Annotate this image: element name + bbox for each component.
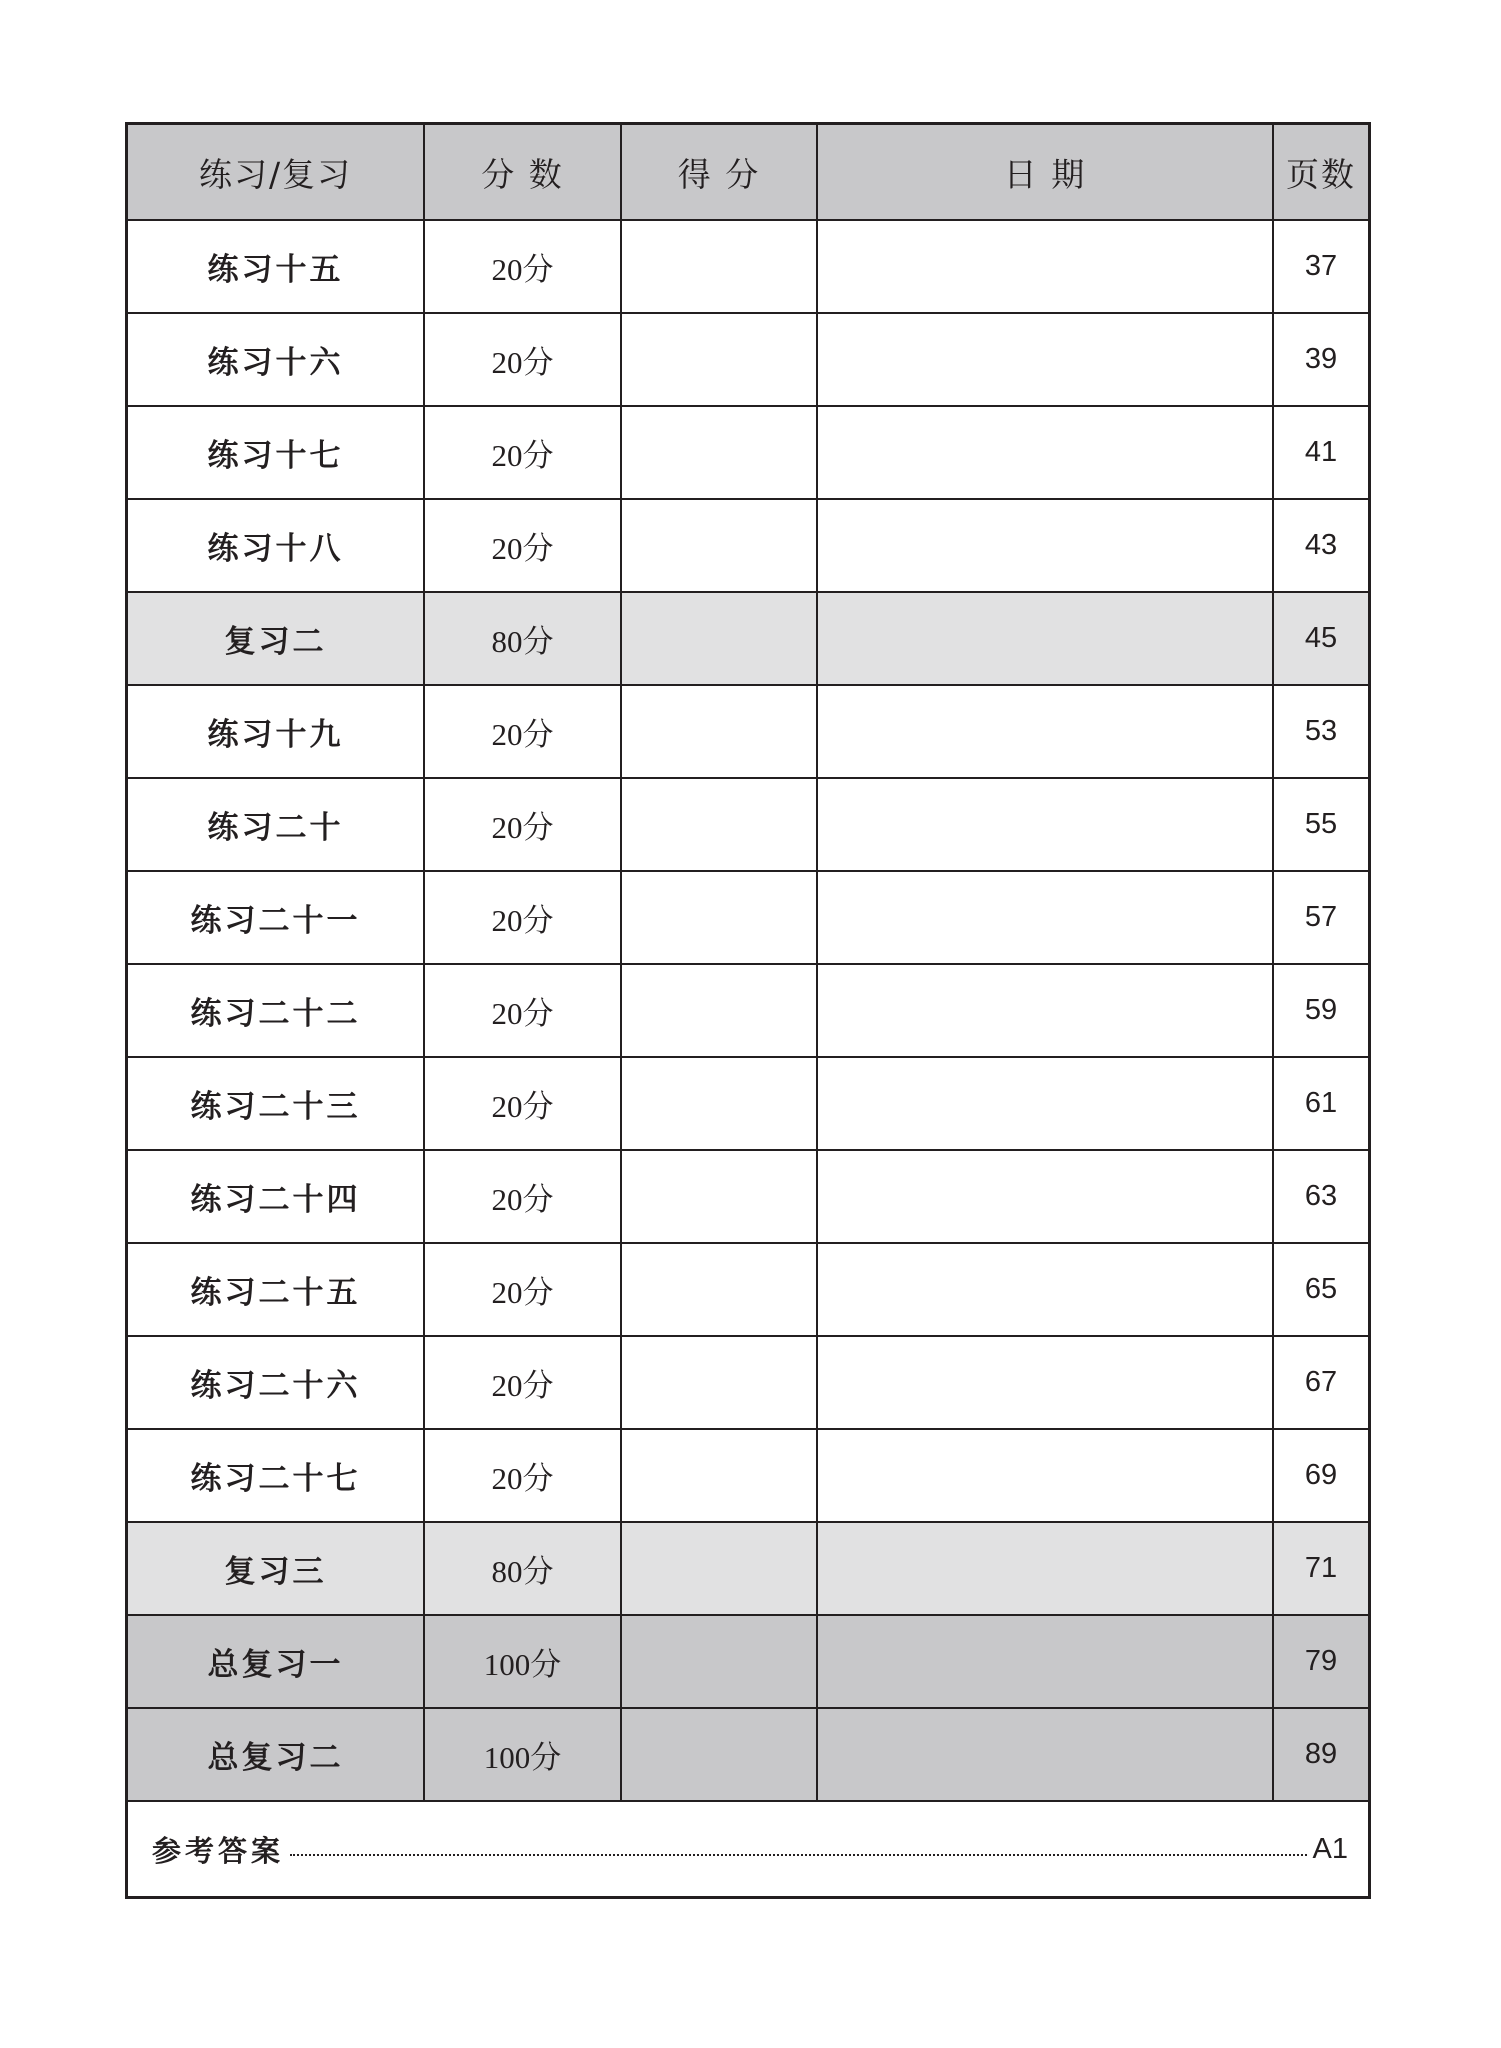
row-name: 练习十八	[128, 500, 425, 591]
row-full-score: 20分	[425, 1058, 622, 1149]
row-date-blank	[818, 221, 1274, 312]
table-row	[128, 965, 1368, 1058]
row-score-obtained-blank	[622, 1337, 818, 1428]
row-date-blank	[818, 779, 1274, 870]
row-full-score: 20分	[425, 779, 622, 870]
row-score-obtained-blank	[622, 1430, 818, 1521]
row-name: 练习二十	[128, 779, 425, 870]
header-full-score: 分 数	[425, 125, 622, 219]
row-name: 练习十五	[128, 221, 425, 312]
row-page: 69	[1304, 1459, 1338, 1491]
row-full-score: 100分	[425, 1709, 622, 1800]
row-name: 总复习一	[128, 1616, 425, 1707]
row-page: 67	[1304, 1366, 1338, 1398]
row-page: 41	[1304, 436, 1338, 468]
row-page: 79	[1304, 1645, 1338, 1677]
row-date-blank	[818, 1058, 1274, 1149]
row-date-blank	[818, 1616, 1274, 1707]
row-page: 59	[1304, 994, 1338, 1026]
row-page: 57	[1304, 901, 1338, 933]
row-score-obtained-blank	[622, 314, 818, 405]
row-score-obtained-blank	[622, 686, 818, 777]
row-score-obtained-blank	[622, 1709, 818, 1800]
row-date-blank	[818, 407, 1274, 498]
header-practice-review: 练习/复习	[128, 125, 425, 219]
row-date-blank	[818, 1523, 1274, 1614]
row-score-obtained-blank	[622, 407, 818, 498]
progress-table	[125, 122, 1371, 1899]
row-date-blank	[818, 1244, 1274, 1335]
row-date-blank	[818, 686, 1274, 777]
row-page: 37	[1304, 250, 1338, 282]
row-score-obtained-blank	[622, 1523, 818, 1614]
row-name: 练习二十一	[128, 872, 425, 963]
table-row	[128, 1709, 1368, 1802]
table-row	[128, 1151, 1368, 1244]
row-date-blank	[818, 1430, 1274, 1521]
row-date-blank	[818, 314, 1274, 405]
row-full-score: 80分	[425, 593, 622, 684]
row-date-blank	[818, 500, 1274, 591]
row-name: 复习三	[128, 1523, 425, 1614]
table-row	[128, 500, 1368, 593]
table-body	[128, 221, 1368, 1802]
row-page: 39	[1304, 343, 1338, 375]
row-page: 43	[1304, 529, 1338, 561]
row-page: 71	[1304, 1552, 1338, 1584]
row-full-score: 20分	[425, 1430, 622, 1521]
row-full-score: 20分	[425, 221, 622, 312]
table-header	[128, 125, 1368, 221]
row-score-obtained-blank	[622, 1616, 818, 1707]
row-page: 63	[1304, 1180, 1338, 1212]
row-name: 练习二十四	[128, 1151, 425, 1242]
row-date-blank	[818, 965, 1274, 1056]
row-date-blank	[818, 1151, 1274, 1242]
row-name: 练习十七	[128, 407, 425, 498]
table-row	[128, 1523, 1368, 1616]
row-page: 55	[1304, 808, 1338, 840]
row-score-obtained-blank	[622, 221, 818, 312]
table-row	[128, 779, 1368, 872]
row-full-score: 20分	[425, 314, 622, 405]
row-score-obtained-blank	[622, 500, 818, 591]
row-score-obtained-blank	[622, 1058, 818, 1149]
header-score-obtained: 得 分	[622, 125, 818, 219]
row-date-blank	[818, 1337, 1274, 1428]
dot-leader	[290, 1854, 1307, 1856]
row-full-score: 20分	[425, 1151, 622, 1242]
row-full-score: 20分	[425, 407, 622, 498]
row-full-score: 20分	[425, 1244, 622, 1335]
table-row	[128, 1244, 1368, 1337]
table-row	[128, 872, 1368, 965]
row-name: 总复习二	[128, 1709, 425, 1800]
table-row	[128, 593, 1368, 686]
row-date-blank	[818, 593, 1274, 684]
row-score-obtained-blank	[622, 779, 818, 870]
row-page: 61	[1304, 1087, 1338, 1119]
table-row	[128, 1337, 1368, 1430]
row-name: 练习二十六	[128, 1337, 425, 1428]
table-row	[128, 1058, 1368, 1151]
row-date-blank	[818, 872, 1274, 963]
table-row	[128, 1616, 1368, 1709]
row-name: 复习二	[128, 593, 425, 684]
row-full-score: 80分	[425, 1523, 622, 1614]
row-full-score: 20分	[425, 686, 622, 777]
row-full-score: 20分	[425, 1337, 622, 1428]
row-page: 65	[1304, 1273, 1338, 1305]
row-page: 89	[1304, 1738, 1338, 1770]
row-page: 53	[1304, 715, 1338, 747]
row-score-obtained-blank	[622, 872, 818, 963]
row-date-blank	[818, 1709, 1274, 1800]
table-row	[128, 1430, 1368, 1523]
row-full-score: 100分	[425, 1616, 622, 1707]
row-score-obtained-blank	[622, 1244, 818, 1335]
row-name: 练习十九	[128, 686, 425, 777]
header-date: 日 期	[818, 125, 1274, 219]
row-name: 练习二十三	[128, 1058, 425, 1149]
row-full-score: 20分	[425, 500, 622, 591]
row-name: 练习二十七	[128, 1430, 425, 1521]
row-score-obtained-blank	[622, 1151, 818, 1242]
answer-key-page: A1	[1312, 1832, 1348, 1865]
table-row	[128, 221, 1368, 314]
table-row	[128, 686, 1368, 779]
row-score-obtained-blank	[622, 965, 818, 1056]
row-score-obtained-blank	[622, 593, 818, 684]
row-name: 练习二十五	[128, 1244, 425, 1335]
table-row	[128, 407, 1368, 500]
row-name: 练习二十二	[128, 965, 425, 1056]
row-full-score: 20分	[425, 965, 622, 1056]
row-page: 45	[1304, 622, 1338, 654]
row-full-score: 20分	[425, 872, 622, 963]
header-page: 页数	[1286, 154, 1356, 194]
row-name: 练习十六	[128, 314, 425, 405]
answer-key-label: 参考答案	[152, 1833, 285, 1868]
table-row	[128, 314, 1368, 407]
answer-key-row	[128, 1802, 1368, 1896]
